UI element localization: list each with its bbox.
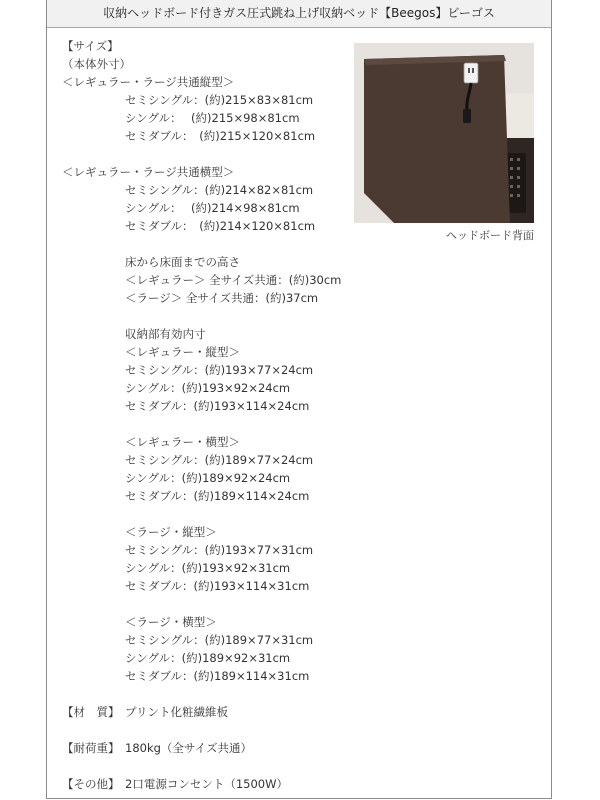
storage-group-title: ＜レギュラー・縦型＞ bbox=[125, 345, 240, 359]
other-value: 2口電源コンセント（1500W） bbox=[125, 777, 288, 791]
material-label: 【材 質】 bbox=[62, 705, 120, 719]
storage-row: シングル：(約)189×92×24cm bbox=[125, 471, 291, 485]
load-capacity-value: 180kg（全サイズ共通） bbox=[125, 741, 252, 755]
storage-row: シングル：(約)193×92×24cm bbox=[125, 381, 291, 395]
storage-group-title: ＜レギュラー・横型＞ bbox=[125, 435, 240, 449]
storage-title: 収納部有効内寸 bbox=[125, 327, 206, 341]
dimension-row: セミダブル： (約)215×120×81cm bbox=[125, 129, 316, 143]
storage-row: セミダブル：(約)193×114×31cm bbox=[125, 579, 310, 593]
plug-icon bbox=[463, 109, 471, 123]
storage-row: セミシングル：(約)193×77×31cm bbox=[125, 543, 314, 557]
dimension-row: セミシングル：(約)214×82×81cm bbox=[125, 183, 314, 197]
storage-row: セミダブル：(約)189×114×31cm bbox=[125, 669, 310, 683]
floor-height-row: ＜レギュラー＞ 全サイズ共通：(約)30cm bbox=[125, 273, 342, 287]
photo-caption: ヘッドボード背面 bbox=[446, 229, 534, 242]
dimension-row: シングル： (約)215×98×81cm bbox=[125, 111, 300, 125]
headboard-panel bbox=[364, 55, 510, 223]
storage-row: セミシングル：(約)193×77×24cm bbox=[125, 363, 314, 377]
power-outlet-icon bbox=[464, 63, 478, 83]
product-title: 収納ヘッドボード付きガス圧式跳ね上げ収納ベッド【Beegos】ビーゴス bbox=[47, 0, 551, 28]
size-subheading: （本体外寸） bbox=[62, 57, 131, 71]
headboard-illustration bbox=[354, 43, 534, 223]
floor-height-title: 床から床面までの高さ bbox=[125, 255, 240, 269]
headboard-back-photo bbox=[354, 43, 534, 223]
storage-row: セミダブル：(約)189×114×24cm bbox=[125, 489, 310, 503]
regular-large-horizontal-title: ＜レギュラー・ラージ共通横型＞ bbox=[62, 165, 235, 179]
floor-height-row: ＜ラージ＞ 全サイズ共通：(約)37cm bbox=[125, 291, 319, 305]
storage-row: シングル：(約)193×92×31cm bbox=[125, 561, 291, 575]
storage-row: シングル：(約)189×92×31cm bbox=[125, 651, 291, 665]
storage-row: セミダブル：(約)193×114×24cm bbox=[125, 399, 310, 413]
storage-group-title: ＜ラージ・縦型＞ bbox=[125, 525, 217, 539]
regular-large-vertical-title: ＜レギュラー・ラージ共通縦型＞ bbox=[62, 75, 235, 89]
storage-group-title: ＜ラージ・横型＞ bbox=[125, 615, 217, 629]
size-heading: 【サイズ】 bbox=[62, 39, 119, 53]
load-capacity-label: 【耐荷重】 bbox=[62, 741, 120, 755]
dimension-row: セミダブル： (約)214×120×81cm bbox=[125, 219, 316, 233]
material-value: プリント化粧繊維板 bbox=[125, 705, 229, 719]
other-label: 【その他】 bbox=[62, 777, 120, 791]
storage-row: セミシングル：(約)189×77×24cm bbox=[125, 453, 314, 467]
dimension-row: シングル： (約)214×98×81cm bbox=[125, 201, 300, 215]
storage-row: セミシングル：(約)189×77×31cm bbox=[125, 633, 314, 647]
dimension-row: セミシングル：(約)215×83×81cm bbox=[125, 93, 314, 107]
